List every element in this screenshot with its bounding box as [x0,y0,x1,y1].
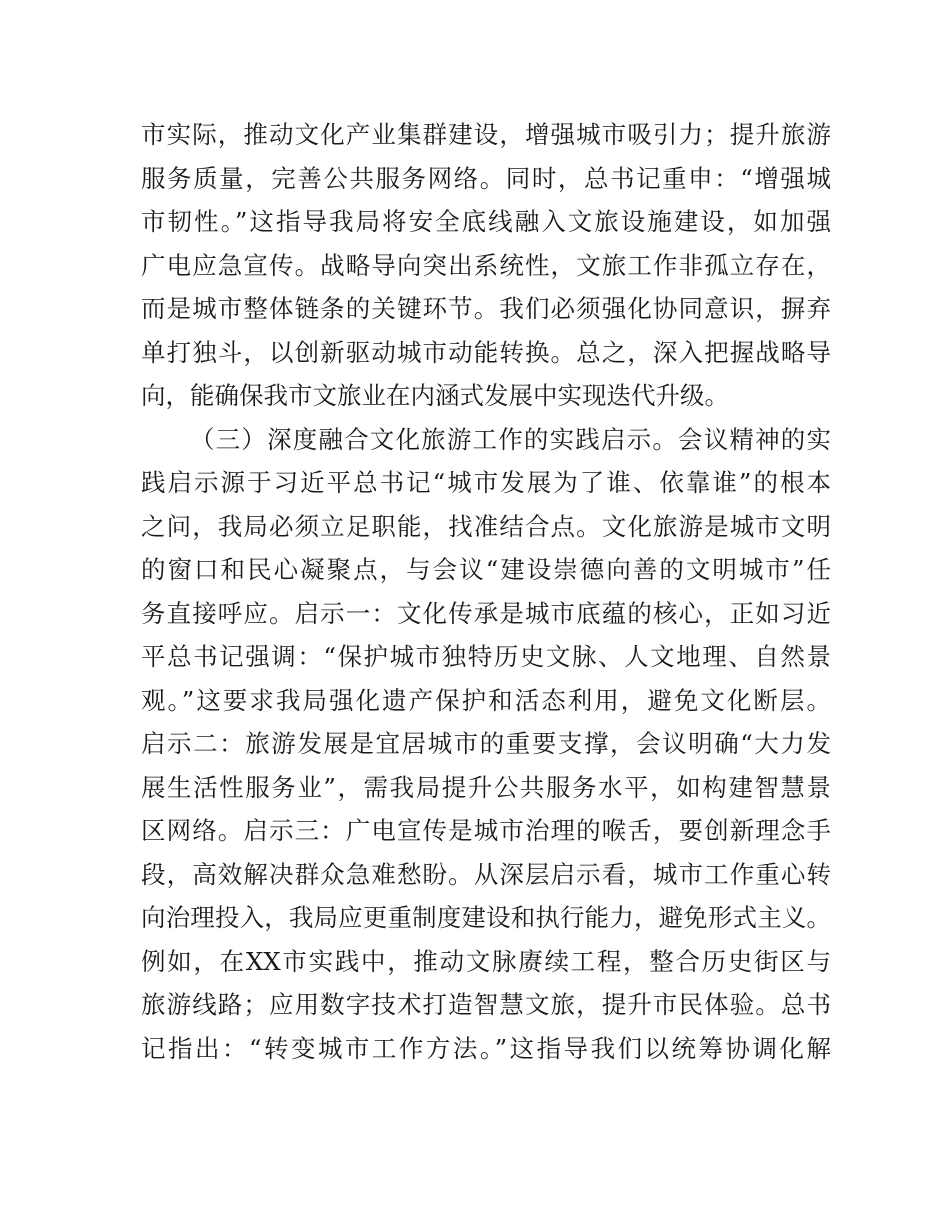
text-line: 区网络。启示三：广电宣传是城市治理的喉舌，要创新理念手 [141,816,831,845]
text-line: 向，能确保我市文旅业在内涵式发展中实现迭代升级。 [141,381,729,410]
text-line: 的窗口和民心凝聚点，与会议“建设崇德向善的文明城市”任 [141,555,831,584]
text-line: 平总书记强调：“保护城市独特历史文脉、人文地理、自然景 [141,642,831,671]
text-line: 观。”这要求我局强化遗产保护和活态利用，避免文化断层。 [141,685,831,715]
text-line: 务直接呼应。启示一：文化传承是城市底蕴的核心，正如习近 [141,598,831,628]
text-line: 启示二：旅游发展是宜居城市的重要支撑，会议明确“大力发 [141,729,831,758]
text-line: 服务质量，完善公共服务网络。同时，总书记重申：“增强城 [141,163,831,193]
text-line: 广电应急宣传。战略导向突出系统性，文旅工作非孤立存在， [141,250,831,280]
text-line: 段，高效解决群众急难愁盼。从深层启示看，城市工作重心转 [141,859,831,889]
text-line: 市韧性。”这指导我局将安全底线融入文旅设施建设，如加强 [141,207,831,236]
text-line: 市实际，推动文化产业集群建设，增强城市吸引力；提升旅游 [141,120,831,149]
text-line: 向治理投入，我局应更重制度建设和执行能力，避免形式主义。 [141,903,831,932]
text-line: 记指出：“转变城市工作方法。”这指导我们以统筹协调化解 [141,1033,831,1063]
paragraph-strategy [141,113,831,418]
paragraph-practice-insights [141,418,831,1071]
text-line: 之问，我局必须立足职能，找准结合点。文化旅游是城市文明 [141,511,831,541]
text-line: 旅游线路；应用数字技术打造智慧文旅，提升市民体验。总书 [141,990,831,1019]
text-line: 而是城市整体链条的关键环节。我们必须强化协同意识，摒弃 [141,294,831,323]
section-heading-line: （三）深度融合文化旅游工作的实践启示。会议精神的实 [190,424,831,454]
text-line: 例如，在XX市实践中，推动文脉赓续工程，整合历史街区与 [141,946,831,976]
text-line: 单打独斗，以创新驱动城市动能转换。总之，深入把握战略导 [141,337,831,367]
text-line: 展生活性服务业”，需我局提升公共服务水平，如构建智慧景 [141,772,831,802]
text-line: 践启示源于习近平总书记“城市发展为了谁、依靠谁”的根本 [141,468,831,497]
document-body [141,113,831,1070]
